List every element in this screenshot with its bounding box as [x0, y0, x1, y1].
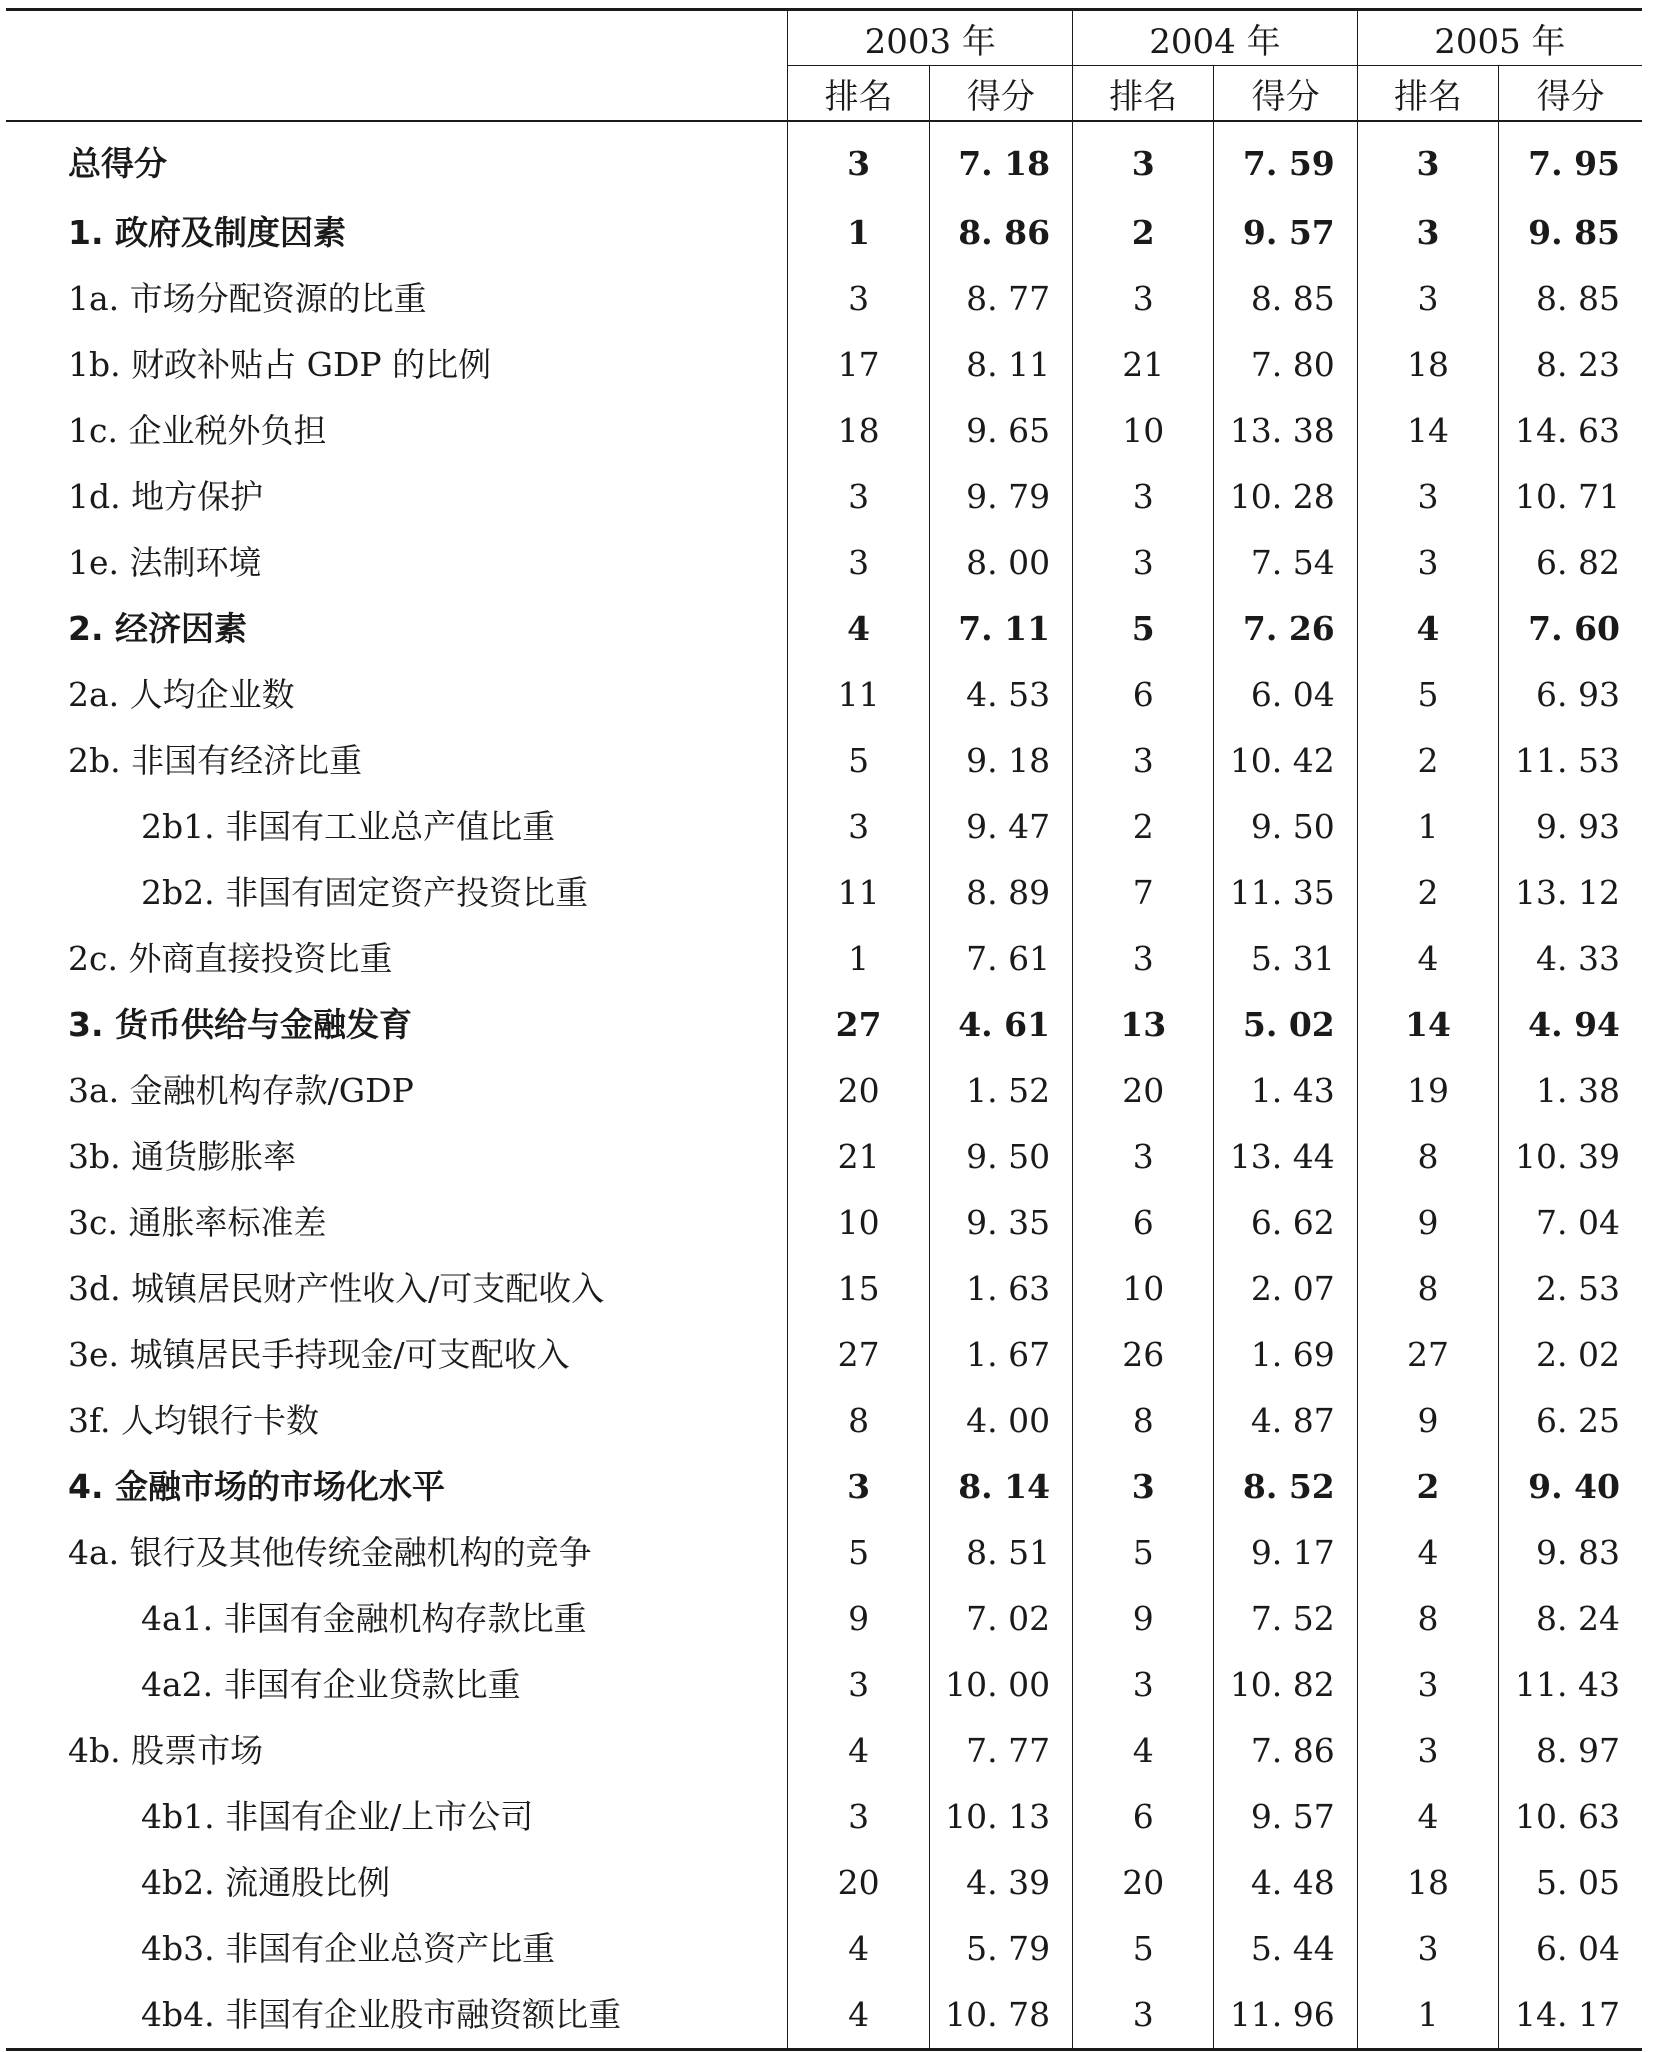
table-header — [6, 10, 1642, 122]
row-label: 2b2. 非国有固定资产投资比重 — [141, 873, 589, 912]
row-label: 1c. 企业税外负担 — [68, 411, 327, 450]
rank-2003-cell: 10 — [788, 1190, 929, 1256]
score-2004-cell: 10. 82 — [1214, 1652, 1357, 1718]
rank-2005-cell: 8 — [1357, 1586, 1498, 1652]
rank-2003-cell: 11 — [788, 860, 929, 926]
row-label: 1e. 法制环境 — [68, 543, 262, 582]
rank-2004-cell: 2 — [1073, 200, 1214, 266]
score-2003-cell: 8. 51 — [929, 1520, 1072, 1586]
score-2005-cell: 1. 38 — [1499, 1058, 1642, 1124]
rank-2005-cell: 4 — [1357, 926, 1498, 992]
rank-2003-cell: 18 — [788, 398, 929, 464]
table-row — [6, 728, 1642, 794]
rank-2005-cell: 14 — [1357, 992, 1498, 1058]
row-label: 1. 政府及制度因素 — [68, 213, 346, 252]
rank-2005-cell: 4 — [1357, 596, 1498, 662]
score-2004-cell: 9. 50 — [1214, 794, 1357, 860]
score-2003-cell: 9. 79 — [929, 464, 1072, 530]
row-label: 4b4. 非国有企业股市融资额比重 — [6, 1982, 788, 2050]
table-row — [6, 266, 1642, 332]
row-label: 3. 货币供给与金融发育 — [68, 1005, 412, 1044]
table-row — [6, 121, 1642, 200]
table-row — [6, 1058, 1642, 1124]
row-label: 4a2. 非国有企业贷款比重 — [141, 1665, 521, 1704]
row-label: 4a1. 非国有金融机构存款比重 — [141, 1599, 587, 1638]
row-label: 4b2. 流通股比例 — [141, 1863, 391, 1902]
score-2004-cell: 7. 86 — [1214, 1718, 1357, 1784]
rank-2003-cell: 3 — [788, 1652, 929, 1718]
score-2005-cell: 10. 63 — [1499, 1784, 1642, 1850]
rank-2003-cell: 1 — [788, 926, 929, 992]
score-2004-cell: 10. 28 — [1214, 464, 1357, 530]
table-row — [6, 1784, 1642, 1850]
rank-2004-cell: 3 — [1073, 464, 1214, 530]
table-row — [6, 1916, 1642, 1982]
rank-2003-cell: 3 — [788, 530, 929, 596]
rank-2005-cell: 4 — [1357, 1784, 1498, 1850]
score-2003-cell: 1. 67 — [929, 1322, 1072, 1388]
score-2004-cell: 1. 43 — [1214, 1058, 1357, 1124]
rank-2005-cell: 3 — [1357, 121, 1498, 200]
rank-2004-cell: 6 — [1073, 662, 1214, 728]
score-2004-cell: 8. 85 — [1214, 266, 1357, 332]
table-row — [6, 1256, 1642, 1322]
row-label: 2b. 非国有经济比重 — [68, 741, 363, 780]
rank-2004-cell: 5 — [1073, 1520, 1214, 1586]
score-2005-cell: 6. 25 — [1499, 1388, 1642, 1454]
table-row — [6, 1388, 1642, 1454]
rank-2003-cell: 21 — [788, 1124, 929, 1190]
score-2005-cell: 7. 04 — [1499, 1190, 1642, 1256]
score-2005-cell: 8. 24 — [1499, 1586, 1642, 1652]
score-2003-cell: 8. 14 — [929, 1454, 1072, 1520]
header-corner-cell — [6, 10, 788, 122]
score-2005-cell: 2. 53 — [1499, 1256, 1642, 1322]
rank-2005-cell: 5 — [1357, 662, 1498, 728]
score-2003-cell: 7. 77 — [929, 1718, 1072, 1784]
rank-2004-cell: 3 — [1073, 728, 1214, 794]
rank-2004-cell: 5 — [1073, 1916, 1214, 1982]
score-2005-cell: 7. 95 — [1499, 121, 1642, 200]
score-2005-cell: 6. 93 — [1499, 662, 1642, 728]
rank-2003-cell: 5 — [788, 1520, 929, 1586]
rank-2005-cell: 18 — [1357, 332, 1498, 398]
rank-2005-cell: 2 — [1357, 728, 1498, 794]
rank-2004-cell: 9 — [1073, 1586, 1214, 1652]
rank-2005-cell: 4 — [1357, 1520, 1498, 1586]
score-2005-cell: 4. 33 — [1499, 926, 1642, 992]
score-2005-cell: 11. 53 — [1499, 728, 1642, 794]
score-header-2005: 得分 — [1499, 66, 1642, 122]
indicator-table-container — [6, 8, 1642, 2051]
score-2003-cell: 4. 00 — [929, 1388, 1072, 1454]
score-2005-cell: 10. 71 — [1499, 464, 1642, 530]
score-2003-cell: 5. 79 — [929, 1916, 1072, 1982]
row-label: 3a. 金融机构存款/GDP — [68, 1071, 414, 1110]
rank-2004-cell: 10 — [1073, 398, 1214, 464]
row-label: 1a. 市场分配资源的比重 — [68, 279, 427, 318]
score-2004-cell: 11. 96 — [1214, 1982, 1357, 2050]
score-2003-cell: 10. 13 — [929, 1784, 1072, 1850]
rank-2004-cell: 3 — [1073, 121, 1214, 200]
rank-2005-cell: 3 — [1357, 200, 1498, 266]
row-label: 总得分 — [68, 144, 167, 183]
score-2005-cell: 8. 85 — [1499, 266, 1642, 332]
row-label: 3b. 通货膨胀率 — [68, 1137, 297, 1176]
rank-2005-cell: 3 — [1357, 1916, 1498, 1982]
score-2005-cell: 2. 02 — [1499, 1322, 1642, 1388]
rank-2003-cell: 27 — [788, 1322, 929, 1388]
rank-2005-cell: 3 — [1357, 464, 1498, 530]
table-row — [6, 1850, 1642, 1916]
score-2003-cell: 8. 77 — [929, 266, 1072, 332]
score-2004-cell: 5. 02 — [1214, 992, 1357, 1058]
rank-2004-cell: 3 — [1073, 926, 1214, 992]
row-label: 2b1. 非国有工业总产值比重 — [141, 807, 556, 846]
score-2003-cell: 8. 89 — [929, 860, 1072, 926]
rank-2003-cell: 20 — [788, 1058, 929, 1124]
row-label: 4b. 股票市场 — [68, 1731, 264, 1770]
score-2004-cell: 1. 69 — [1214, 1322, 1357, 1388]
score-2003-cell: 1. 52 — [929, 1058, 1072, 1124]
score-2004-cell: 7. 26 — [1214, 596, 1357, 662]
score-2003-cell: 7. 18 — [929, 121, 1072, 200]
score-2003-cell: 8. 86 — [929, 200, 1072, 266]
rank-2004-cell: 2 — [1073, 794, 1214, 860]
score-2004-cell: 5. 31 — [1214, 926, 1357, 992]
score-2004-cell: 6. 04 — [1214, 662, 1357, 728]
score-2005-cell: 4. 94 — [1499, 992, 1642, 1058]
score-2005-cell: 6. 82 — [1499, 530, 1642, 596]
table-row — [6, 530, 1642, 596]
row-label: 3c. 通胀率标准差 — [68, 1203, 327, 1242]
table-row — [6, 596, 1642, 662]
rank-2003-cell: 4 — [788, 596, 929, 662]
row-label: 4a. 银行及其他传统金融机构的竞争 — [68, 1533, 592, 1572]
score-2003-cell: 9. 65 — [929, 398, 1072, 464]
score-2003-cell: 9. 18 — [929, 728, 1072, 794]
score-2004-cell: 9. 57 — [1214, 1784, 1357, 1850]
table-row — [6, 1322, 1642, 1388]
rank-2004-cell: 20 — [1073, 1850, 1214, 1916]
score-2003-cell: 7. 11 — [929, 596, 1072, 662]
score-2003-cell: 10. 00 — [929, 1652, 1072, 1718]
table-row — [6, 860, 1642, 926]
table-row — [6, 1124, 1642, 1190]
rank-2004-cell: 3 — [1073, 1982, 1214, 2050]
rank-header-2003: 排名 — [788, 66, 929, 122]
score-2003-cell: 7. 61 — [929, 926, 1072, 992]
table-row — [6, 1652, 1642, 1718]
score-2004-cell: 13. 44 — [1214, 1124, 1357, 1190]
score-2005-cell: 13. 12 — [1499, 860, 1642, 926]
rank-2005-cell: 3 — [1357, 1718, 1498, 1784]
rank-2005-cell: 18 — [1357, 1850, 1498, 1916]
score-2005-cell: 6. 04 — [1499, 1916, 1642, 1982]
rank-2003-cell: 3 — [788, 1454, 929, 1520]
rank-2004-cell: 3 — [1073, 1652, 1214, 1718]
score-2004-cell: 8. 52 — [1214, 1454, 1357, 1520]
table-row — [6, 1586, 1642, 1652]
rank-2003-cell: 17 — [788, 332, 929, 398]
rank-2003-cell: 3 — [788, 464, 929, 530]
rank-2003-cell: 3 — [788, 794, 929, 860]
score-2004-cell: 4. 87 — [1214, 1388, 1357, 1454]
rank-2004-cell: 10 — [1073, 1256, 1214, 1322]
table-row — [6, 1190, 1642, 1256]
rank-2005-cell: 3 — [1357, 530, 1498, 596]
marketization-index-table — [6, 8, 1642, 2051]
score-2004-cell: 6. 62 — [1214, 1190, 1357, 1256]
year-header-2004: 2004 年 — [1073, 10, 1358, 66]
rank-2005-cell: 1 — [1357, 794, 1498, 860]
score-2005-cell: 8. 23 — [1499, 332, 1642, 398]
table-row — [6, 200, 1642, 266]
rank-header-2004: 排名 — [1073, 66, 1214, 122]
rank-2003-cell: 5 — [788, 728, 929, 794]
score-2003-cell: 9. 47 — [929, 794, 1072, 860]
score-2005-cell: 14. 17 — [1499, 1982, 1642, 2050]
table-row — [6, 662, 1642, 728]
rank-2005-cell: 9 — [1357, 1190, 1498, 1256]
rank-2003-cell: 3 — [788, 1784, 929, 1850]
rank-2003-cell: 20 — [788, 1850, 929, 1916]
score-2003-cell: 10. 78 — [929, 1982, 1072, 2050]
score-2005-cell: 9. 40 — [1499, 1454, 1642, 1520]
rank-2004-cell: 5 — [1073, 596, 1214, 662]
year-header-row — [6, 10, 1642, 66]
score-2005-cell: 9. 83 — [1499, 1520, 1642, 1586]
score-2004-cell: 11. 35 — [1214, 860, 1357, 926]
rank-2004-cell: 7 — [1073, 860, 1214, 926]
row-label: 3f. 人均银行卡数 — [68, 1401, 320, 1440]
rank-2005-cell: 3 — [1357, 266, 1498, 332]
rank-2004-cell: 6 — [1073, 1784, 1214, 1850]
rank-2003-cell: 3 — [788, 121, 929, 200]
rank-2005-cell: 3 — [1357, 1652, 1498, 1718]
rank-2005-cell: 14 — [1357, 398, 1498, 464]
rank-2003-cell: 27 — [788, 992, 929, 1058]
table-row — [6, 1982, 1642, 2050]
score-2003-cell: 8. 11 — [929, 332, 1072, 398]
row-label: 4b3. 非国有企业总资产比重 — [141, 1929, 556, 1968]
score-2004-cell: 10. 42 — [1214, 728, 1357, 794]
score-2004-cell: 2. 07 — [1214, 1256, 1357, 1322]
score-2005-cell: 10. 39 — [1499, 1124, 1642, 1190]
rank-2004-cell: 20 — [1073, 1058, 1214, 1124]
rank-2003-cell: 4 — [788, 1916, 929, 1982]
row-label: 3d. 城镇居民财产性收入/可支配收入 — [68, 1269, 605, 1308]
year-header-2003: 2003 年 — [788, 10, 1073, 66]
score-2003-cell: 4. 53 — [929, 662, 1072, 728]
table-row — [6, 1454, 1642, 1520]
score-2004-cell: 7. 54 — [1214, 530, 1357, 596]
score-2003-cell: 7. 02 — [929, 1586, 1072, 1652]
row-label: 2a. 人均企业数 — [68, 675, 295, 714]
rank-2004-cell: 3 — [1073, 1454, 1214, 1520]
rank-2004-cell: 13 — [1073, 992, 1214, 1058]
score-2005-cell: 8. 97 — [1499, 1718, 1642, 1784]
rank-2005-cell: 19 — [1357, 1058, 1498, 1124]
score-2003-cell: 8. 00 — [929, 530, 1072, 596]
score-2004-cell: 7. 80 — [1214, 332, 1357, 398]
score-2005-cell: 9. 85 — [1499, 200, 1642, 266]
rank-2004-cell: 21 — [1073, 332, 1214, 398]
table-row — [6, 1520, 1642, 1586]
score-2005-cell: 14. 63 — [1499, 398, 1642, 464]
rank-2004-cell: 3 — [1073, 1124, 1214, 1190]
score-header-2004: 得分 — [1214, 66, 1357, 122]
rank-2004-cell: 3 — [1073, 530, 1214, 596]
row-label: 1d. 地方保护 — [68, 477, 264, 516]
table-row — [6, 398, 1642, 464]
rank-2005-cell: 8 — [1357, 1256, 1498, 1322]
rank-2003-cell: 3 — [788, 266, 929, 332]
row-label: 4b1. 非国有企业/上市公司 — [141, 1797, 534, 1836]
row-label: 1b. 财政补贴占 GDP 的比例 — [68, 345, 492, 384]
rank-2005-cell: 2 — [1357, 860, 1498, 926]
score-2004-cell: 5. 44 — [1214, 1916, 1357, 1982]
rank-2004-cell: 4 — [1073, 1718, 1214, 1784]
table-row — [6, 992, 1642, 1058]
rank-2005-cell: 1 — [1357, 1982, 1498, 2050]
table-row — [6, 464, 1642, 530]
table-row — [6, 926, 1642, 992]
score-2003-cell: 1. 63 — [929, 1256, 1072, 1322]
table-row — [6, 794, 1642, 860]
rank-2004-cell: 26 — [1073, 1322, 1214, 1388]
score-2003-cell: 9. 35 — [929, 1190, 1072, 1256]
rank-2005-cell: 9 — [1357, 1388, 1498, 1454]
score-2004-cell: 9. 17 — [1214, 1520, 1357, 1586]
rank-2005-cell: 2 — [1357, 1454, 1498, 1520]
rank-2003-cell: 8 — [788, 1388, 929, 1454]
score-2004-cell: 13. 38 — [1214, 398, 1357, 464]
table-body — [6, 121, 1642, 2050]
rank-2004-cell: 6 — [1073, 1190, 1214, 1256]
score-header-2003: 得分 — [929, 66, 1072, 122]
score-2005-cell: 9. 93 — [1499, 794, 1642, 860]
rank-2003-cell: 15 — [788, 1256, 929, 1322]
score-2003-cell: 9. 50 — [929, 1124, 1072, 1190]
row-label: 4. 金融市场的市场化水平 — [68, 1467, 445, 1506]
rank-2005-cell: 27 — [1357, 1322, 1498, 1388]
rank-2003-cell: 9 — [788, 1586, 929, 1652]
rank-2003-cell: 4 — [788, 1982, 929, 2050]
rank-2003-cell: 11 — [788, 662, 929, 728]
score-2003-cell: 4. 61 — [929, 992, 1072, 1058]
score-2003-cell: 4. 39 — [929, 1850, 1072, 1916]
row-label: 3e. 城镇居民手持现金/可支配收入 — [68, 1335, 570, 1374]
rank-2004-cell: 3 — [1073, 266, 1214, 332]
score-2004-cell: 9. 57 — [1214, 200, 1357, 266]
rank-header-2005: 排名 — [1357, 66, 1498, 122]
row-label: 2c. 外商直接投资比重 — [68, 939, 393, 978]
score-2004-cell: 7. 52 — [1214, 1586, 1357, 1652]
table-row — [6, 1718, 1642, 1784]
rank-2003-cell: 4 — [788, 1718, 929, 1784]
year-header-2005: 2005 年 — [1357, 10, 1642, 66]
score-2005-cell: 11. 43 — [1499, 1652, 1642, 1718]
score-2004-cell: 7. 59 — [1214, 121, 1357, 200]
rank-2003-cell: 1 — [788, 200, 929, 266]
score-2005-cell: 7. 60 — [1499, 596, 1642, 662]
table-row — [6, 332, 1642, 398]
score-2004-cell: 4. 48 — [1214, 1850, 1357, 1916]
rank-2005-cell: 8 — [1357, 1124, 1498, 1190]
score-2005-cell: 5. 05 — [1499, 1850, 1642, 1916]
rank-2004-cell: 8 — [1073, 1388, 1214, 1454]
row-label: 2. 经济因素 — [68, 609, 247, 648]
